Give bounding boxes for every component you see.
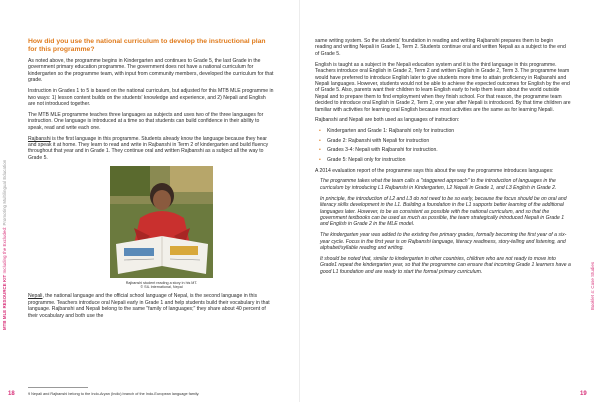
quote-paragraph-1: The programme takes what the team calls a "staggered approach" to the introduction of languages in the curriculum by introducing L1 Rajbanshi in Kindergarten, L2 Nepali in Grade 1, and L3 English in Grade 2.	[320, 178, 557, 191]
instruction-language-list	[319, 128, 571, 163]
side-bold-text: MTB MLE RESOURCE KIT	[2, 274, 7, 330]
list-item: • Grade 2: Rajbanshi with Nepali for instruction	[319, 138, 571, 144]
student-reading-photo	[110, 166, 213, 278]
paragraph-2: Instruction in Grades 1 to 5 is based on the national curriculum, but adjusted for this MTB MLE programme in two ways: 1) lesson content builds on the students' knowledge and experience, and 2) Nepali and English are not introduced together.	[28, 88, 274, 107]
paragraph-4-text: is the first language in this programme. Students already know the language because they hear and speak it at home. They learn to read and write in Rajbanshi in Term 2 of kindergarten and build fluency throughout that year and in Grade 1. They continue oral and written Rajbanshi as a subject all the way to Grade 5.	[28, 135, 269, 161]
nepali-link[interactable]: Nepali	[28, 293, 43, 300]
page-number-left: 18	[8, 391, 15, 397]
footnote-divider	[28, 387, 88, 388]
right-side-running-title	[590, 262, 595, 310]
page-number-right: 19	[580, 391, 587, 397]
side-booklet-text: Booklet 4: Case Studies	[590, 261, 595, 310]
left-side-running-title	[2, 160, 7, 330]
quote-paragraph-2: In principle, the introduction of L2 and L3 do not need to be so early, because the focus should be on oral and literacy skills development in the L1. Building a foundation in the L1 supports better learning of the additional languages later. However, to be as consistent as possible with the national curriculum, and so that the government textbooks can be used as much as possible, the team strategically introduced Nepali in Grade 1 and English in Grade 2 in the MLE model.	[320, 195, 567, 228]
list-item: • Grade 5: Nepali only for instruction	[319, 157, 571, 163]
list-item: • Kindergarten and Grade 1: Rajbanshi only for instruction	[319, 128, 571, 134]
list-item: • Grades 3-4: Nepali with Rajbanshi for instruction.	[319, 147, 571, 153]
right-paragraph-1: same writing system. So the students' foundation in reading and writing Rajbanshi prepares them to begin reading and writing Nepali in Grade 1, Term 2. Students continue oral and written Nepali as a subject to the end of Grade 5.	[315, 38, 566, 57]
side-normal-text: Including the Excluded:	[2, 226, 7, 274]
paragraph-5	[28, 293, 274, 319]
right-paragraph-3: Rajbanshi and Nepali are both used as languages of instruction:	[315, 117, 460, 124]
quote-paragraph-3: The kindergarten year was added to the existing five primary grades, formally becoming the first year of a six-year cycle. Focus in the first year is on Rajbanshi language, literacy readiness, story-telling and listening, and alphabet/syllable reading and writing.	[320, 232, 567, 252]
caption-line-2: © SIL International, Nepal	[140, 285, 183, 290]
quote-paragraph-4: It should be noted that, similar to kindergarten in other countries, children who are not ready to move into Grade1 repeat the kindergarten year, so that the programme can ensure that incoming Grade 1 learners have a good L1 foundation and are ready to start the formal primary curriculum.	[320, 255, 571, 275]
side-grey-text: Promoting Multilingual Education	[2, 159, 7, 227]
photo-caption	[110, 281, 213, 291]
right-text-column	[315, 38, 571, 280]
section-heading: How did you use the national curriculum to develop the instructional plan for this programme?	[28, 38, 266, 53]
paragraph-1: As noted above, the programme begins in Kindergarten and continues to Grade 5, the last Grade in the government primary education programme. The government does not have a national curriculum for kindergarten so the programme team, with input from community members, developed the curriculum for that grade.	[28, 58, 274, 84]
photo-figure	[110, 166, 213, 291]
footnote: 9 Nepali and Rajbanshi belong to the Indo-Aryan (Indic) branch of the Indo-European language family.	[28, 392, 200, 396]
paragraph-3: The MTB MLE programme teaches three languages as subjects and uses two of the three languages for instruction. One language is introduced at a time so that students can build confidence in their ability to speak, read and write each one.	[28, 111, 264, 131]
right-paragraph-2: English is taught as a subject in the Nepali education system and it is the third language in this programme. Teachers introduce oral English in Grade 2, Term 2 and written English in Grade 2, Term 3. The programme team would have preferred to introduce English later to give students more time to attain proficiency in Rajbanshi and Nepali languages. However, students would not be able to achieve the expected outcomes for English by the end of Grade 5. Also, parents want their children to learn English early to help them learn about the world outside Nepal and to prepare them to find employment when they finish school. For that reason, the programme team decided to introduce oral English in Grade 2, Term 2, one year after Nepali is introduced. By that time children are familiar with activities for learning oral English because most activities are the same as for learning Nepali.	[315, 61, 571, 113]
right-page	[300, 0, 600, 402]
caption-line-1: Rajbanshi student reading a story in his MT.	[125, 280, 198, 285]
evaluation-intro: A 2014 evaluation report of the programme says this about the way the programme introduces languages:	[315, 167, 554, 174]
paragraph-4	[28, 136, 274, 162]
left-text-column	[28, 38, 274, 323]
paragraph-5-text: , the national language and the official school language of Nepal, is the second language in this programme. Teachers introduce oral Nepali early in Grade 1 and help students build their vocabulary in that language. Rajbanshi and Nepali belong to the same "family of languages;" they share about 40 percent of their vocabulary and both use the	[28, 293, 270, 319]
rajbanshi-link[interactable]: Rajbanshi	[28, 135, 51, 142]
